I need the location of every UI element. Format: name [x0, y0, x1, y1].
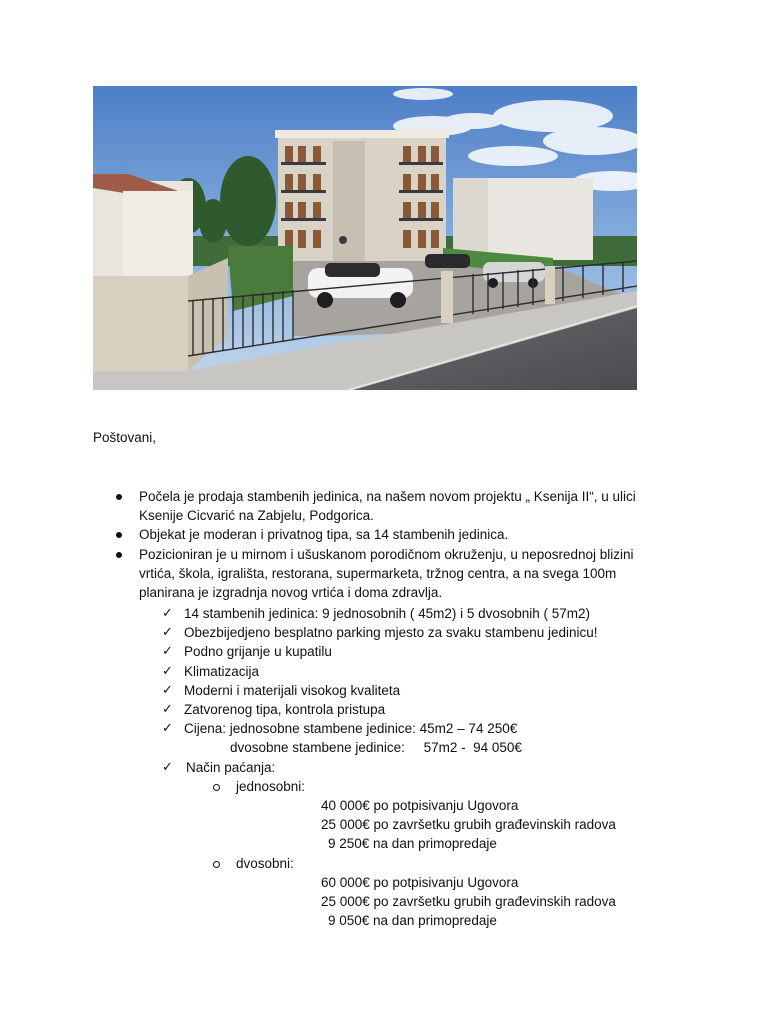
payment-group	[162, 777, 682, 796]
bullet-item	[116, 487, 676, 525]
checkmark-icon: ✓	[162, 644, 173, 660]
payment-line: 9 250€ na dan primopredaje	[328, 836, 497, 852]
payment-item	[162, 758, 682, 777]
bullet-dot-icon	[116, 532, 122, 538]
building-render-svg	[93, 86, 637, 390]
feature-text: Moderni i materijali visokog kvaliteta	[184, 682, 401, 698]
checkmark-icon: ✓	[162, 721, 173, 737]
payment-line: 40 000€ po potpisivanju Ugovora	[321, 798, 519, 814]
checkmark-icon: ✓	[162, 702, 173, 718]
feature-text: Podno grijanje u kupatilu	[184, 644, 332, 660]
payment-line: 9 050€ na dan primopredaje	[328, 913, 497, 929]
feature-text: Klimatizacija	[184, 663, 260, 679]
feature-text: 14 stambenih jedinica: 9 jednosobnih ( 45m2) i 5 dvosobnih ( 57m2)	[184, 606, 590, 621]
bullet-item	[116, 545, 676, 603]
bullet-line: planirana je izgradnja novog vrtića i doma zdravlja.	[139, 585, 443, 601]
payment-group	[162, 854, 682, 873]
feature-item	[162, 681, 682, 700]
payment-line: 60 000€ po potpisivanju Ugovora	[321, 874, 519, 890]
feature-item	[162, 604, 682, 623]
bullet-line: Pozicioniran je u mirnom i ušuskanom porodičnom okruženju, u neposrednoj blizini	[139, 546, 634, 562]
feature-item	[162, 642, 682, 661]
feature-check-list	[162, 604, 682, 930]
feature-item	[162, 662, 682, 681]
price-line-single: Cijena: jednosobne stambene jedinice: 45m2 – 74 250€	[184, 721, 518, 737]
checkmark-icon: ✓	[162, 606, 173, 621]
feature-text: Obezbijedjeno besplatno parking mjesto za svaku stambenu jedinicu!	[184, 625, 598, 641]
payment-label: Način paćanja:	[186, 759, 276, 775]
bullet-dot-icon	[116, 494, 122, 500]
price-item	[162, 719, 682, 738]
bullet-line: Počela je prodaja stambenih jedinica, na našem novom projektu „ Ksenija II“, u ulici	[139, 489, 636, 504]
bullet-item	[116, 525, 676, 544]
feature-item	[162, 700, 682, 719]
payment-group-label: jednosobni:	[236, 778, 306, 794]
payment-group-label: dvosobni:	[236, 855, 294, 871]
greeting-text: Poštovani,	[93, 430, 157, 445]
checkmark-icon: ✓	[162, 625, 173, 641]
checkmark-icon: ✓	[162, 663, 173, 679]
feature-item	[162, 623, 682, 642]
bullet-dot-icon	[116, 552, 122, 558]
payment-line: 25 000€ po završetku grubih građevinskih radova	[321, 817, 616, 833]
checkmark-icon: ✓	[162, 682, 173, 698]
checkmark-icon: ✓	[162, 759, 173, 775]
payment-line: 25 000€ po završetku grubih građevinskih radova	[321, 894, 616, 910]
circle-bullet-icon	[213, 784, 220, 791]
feature-text: Zatvorenog tipa, kontrola pristupa	[184, 702, 386, 718]
bullet-line: Ksenije Cicvarić na Zabjelu, Podgorica.	[139, 508, 374, 524]
info-bullet-list	[116, 487, 676, 602]
price-line-double: dvosobne stambene jedinice: 57m2 - 94 050€	[230, 740, 522, 756]
bullet-line: vrtića, škola, igrališta, restorana, supermarketa, tržnog centra, a na svega 100m	[139, 565, 617, 581]
building-render-image	[93, 86, 637, 390]
circle-bullet-icon	[213, 861, 220, 868]
bullet-line: Objekat je moderan i privatnog tipa, sa 14 stambenih jedinica.	[139, 527, 509, 543]
